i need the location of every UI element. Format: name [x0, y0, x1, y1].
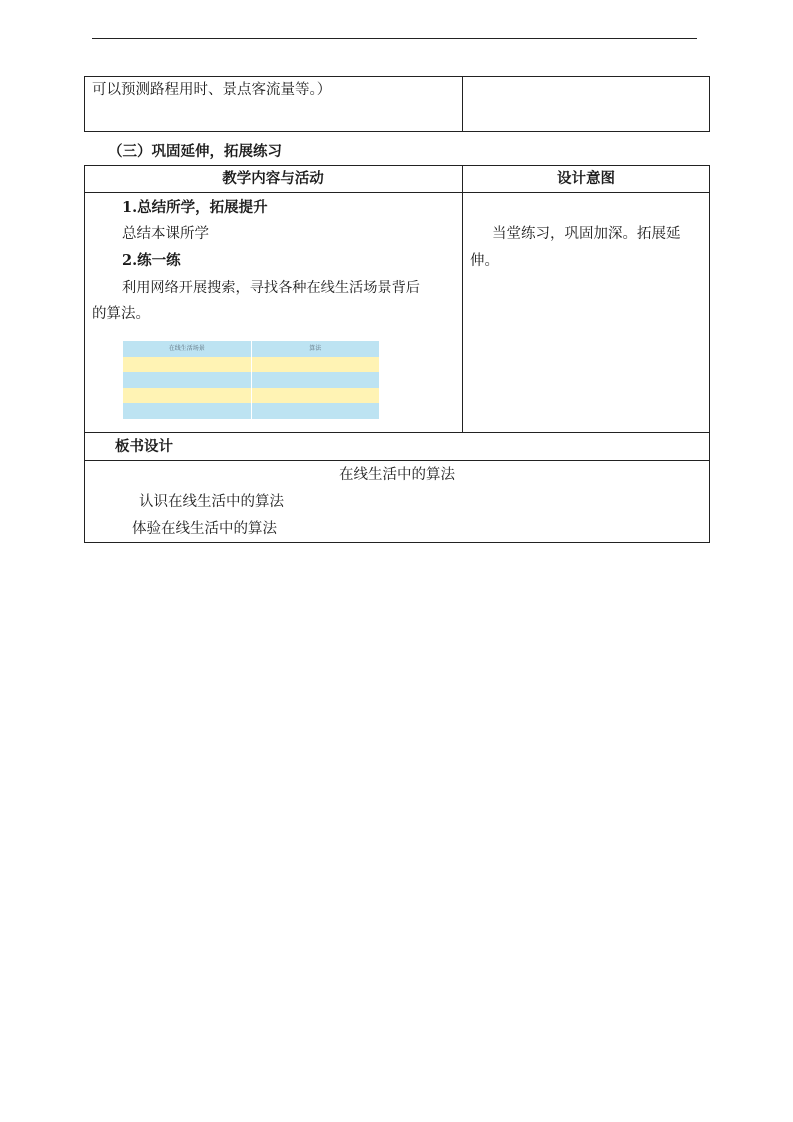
exercise-table-row — [123, 403, 379, 419]
exercise-table-header-scene: 在线生活场景 — [123, 341, 251, 357]
intent-line1: 当堂练习，巩固加深。拓展延 — [492, 226, 681, 242]
intent-line2: 伸。 — [470, 253, 499, 269]
page-header-rule — [92, 38, 697, 39]
top-table-divider — [462, 76, 463, 132]
exercise-table-cell — [123, 403, 251, 419]
col-header-intent: 设计意图 — [557, 170, 615, 187]
exercise-table-cell — [251, 357, 379, 373]
item2-title: 2.练一练 — [122, 252, 181, 269]
board-top-rule — [84, 432, 710, 433]
top-table-left-text: 可以预测路程用时、景点客流量等。） — [92, 82, 332, 98]
board-label: 板书设计 — [115, 438, 173, 455]
main-table-header-rule — [84, 192, 710, 193]
exercise-table — [123, 341, 379, 419]
board-line2: 体验在线生活中的算法 — [132, 521, 277, 537]
item2-text-line1: 利用网络开展搜索，寻找各种在线生活场景背后 — [122, 280, 420, 296]
exercise-table-row — [123, 357, 379, 373]
exercise-table-cell — [251, 403, 379, 419]
item2-text-line2: 的算法。 — [92, 306, 150, 322]
exercise-table-row — [123, 372, 379, 388]
exercise-table-cell — [123, 388, 251, 404]
board-line1: 认识在线生活中的算法 — [139, 494, 284, 510]
exercise-table-cell — [251, 372, 379, 388]
exercise-table-cell — [251, 388, 379, 404]
section-heading: （三）巩固延伸，拓展练习 — [108, 143, 282, 160]
item1-title: 1.总结所学，拓展提升 — [122, 199, 268, 216]
exercise-table-cell — [123, 372, 251, 388]
exercise-table-header-algorithm: 算法 — [251, 341, 379, 357]
exercise-table-cell — [123, 357, 251, 373]
main-table-col-divider — [462, 165, 463, 432]
item1-text: 总结本课所学 — [122, 226, 209, 242]
exercise-table-header-row — [123, 341, 379, 357]
board-title: 在线生活中的算法 — [339, 467, 455, 483]
board-label-rule — [84, 460, 710, 461]
col-header-content: 教学内容与活动 — [222, 170, 324, 187]
exercise-table-row — [123, 388, 379, 404]
